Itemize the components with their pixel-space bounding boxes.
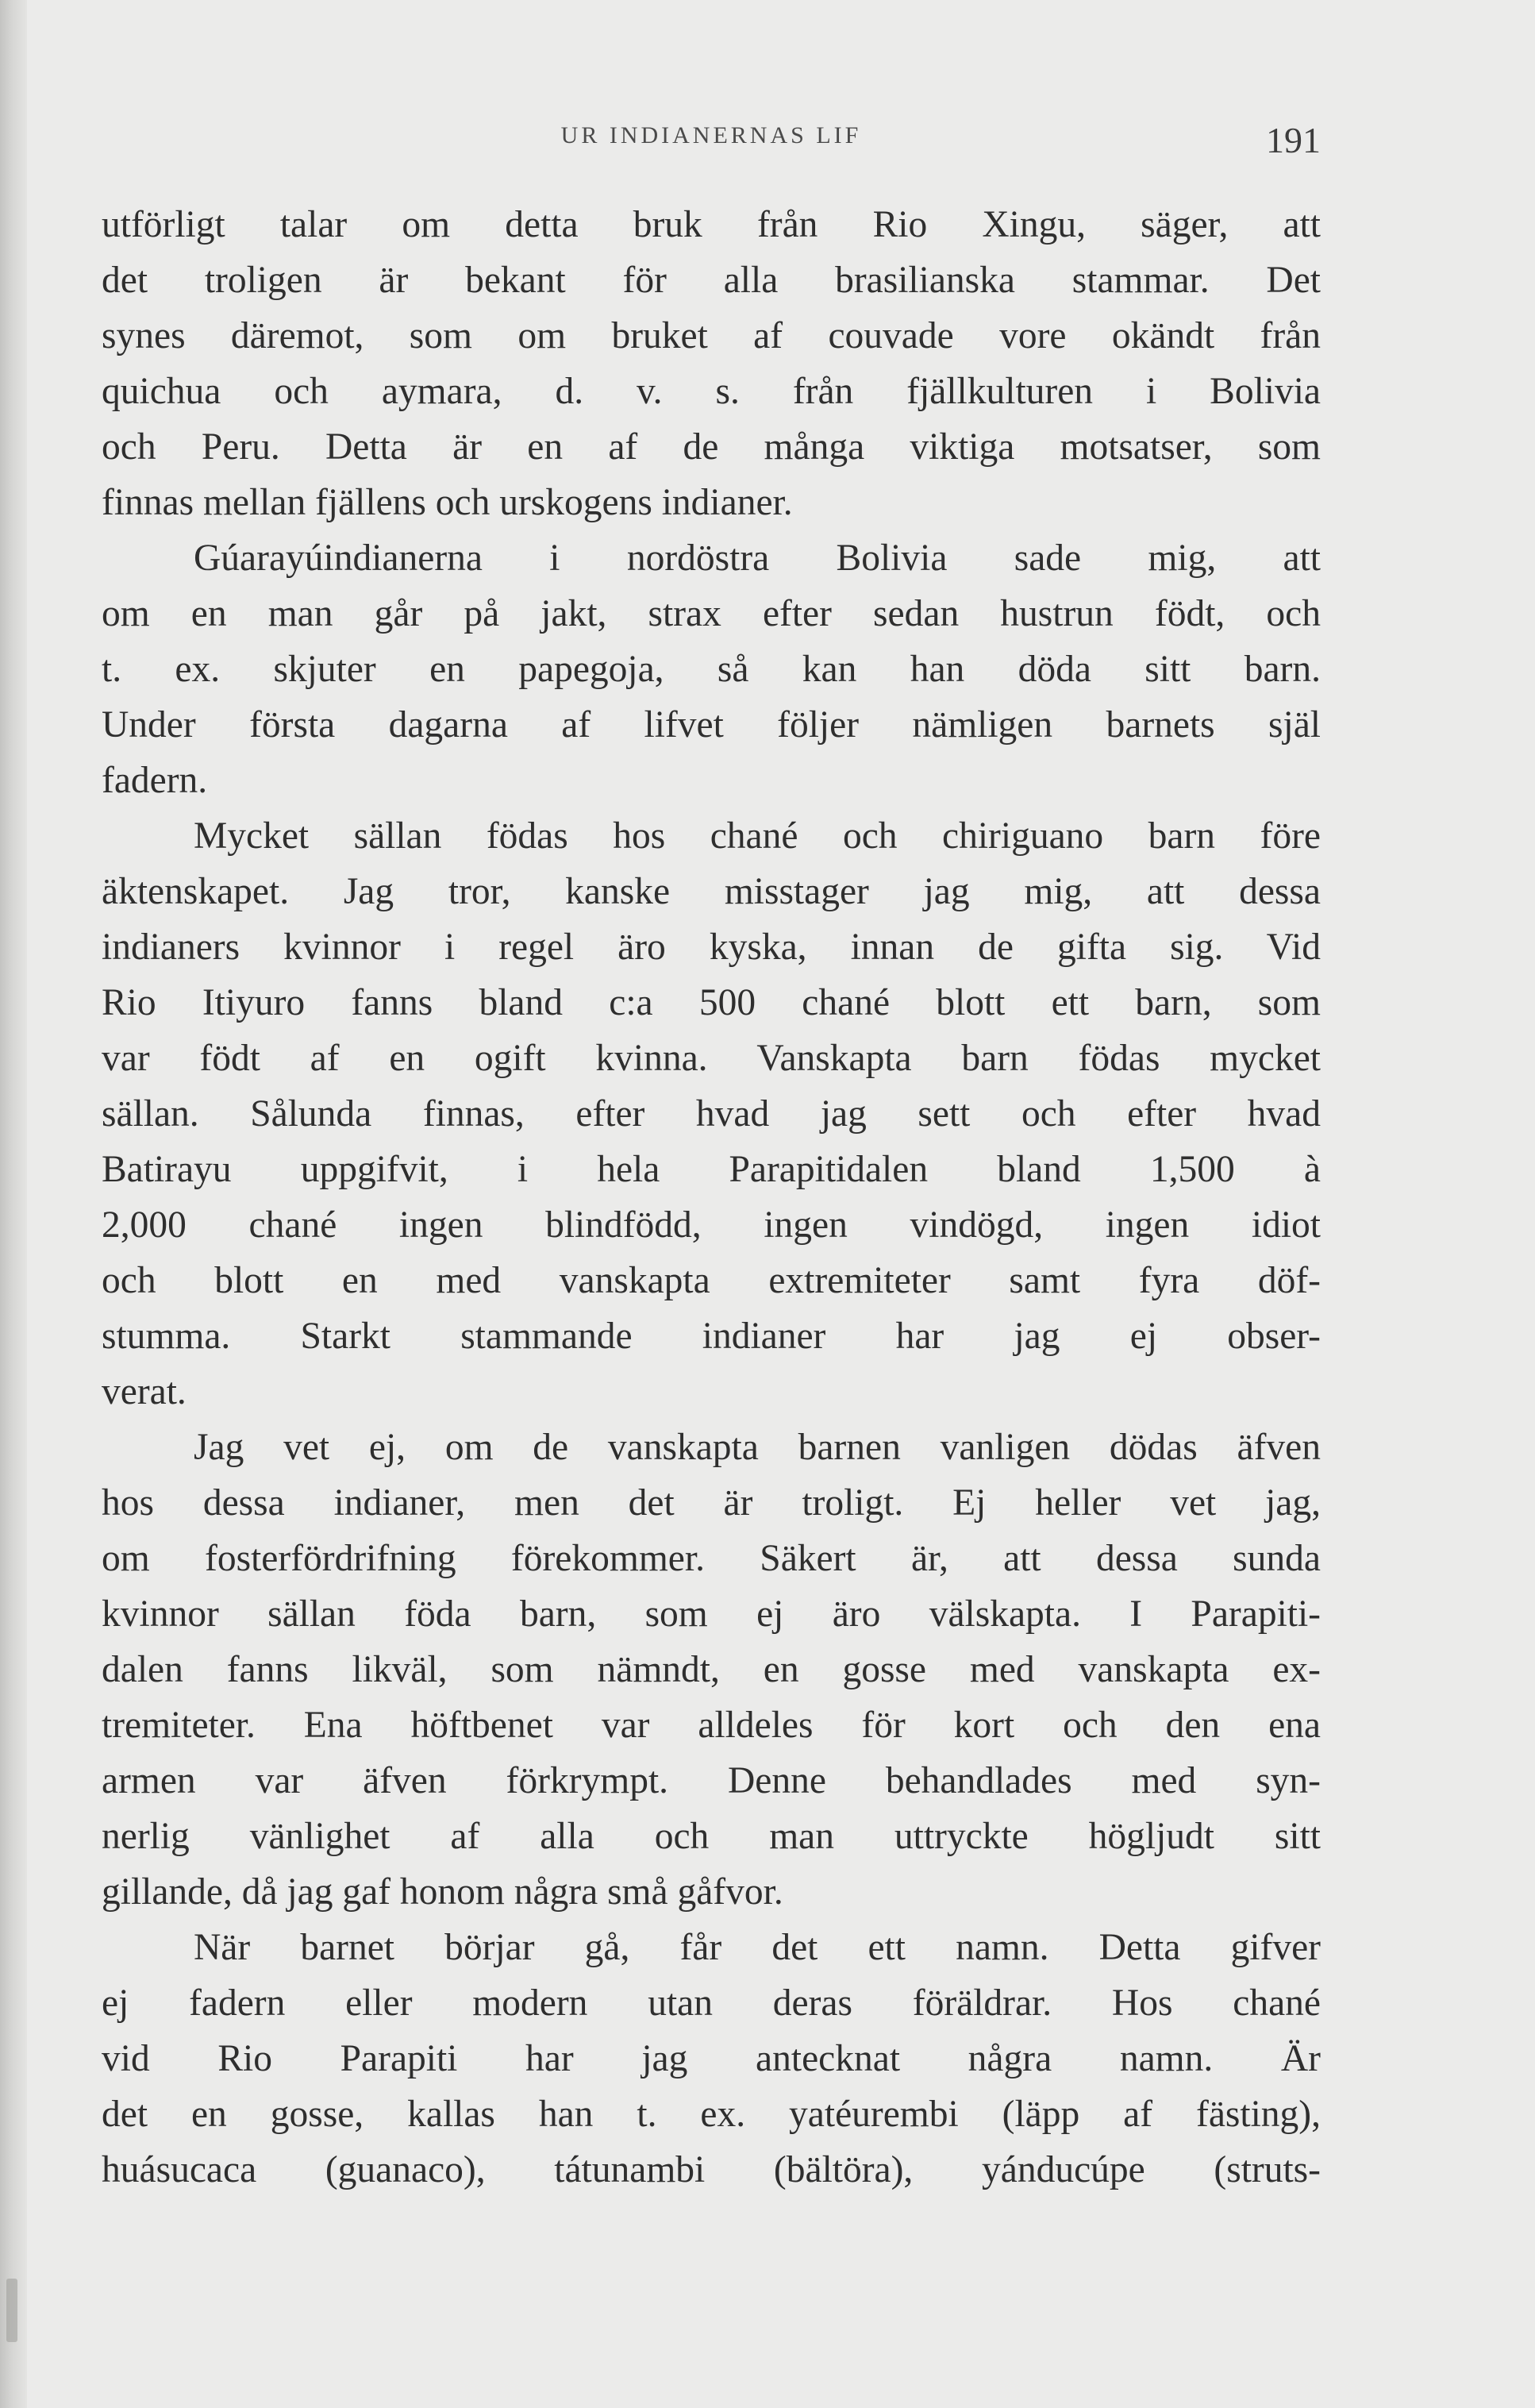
running-title: UR INDIANERNAS LIF (560, 122, 862, 148)
text-line: om fosterfördrifning förekommer. Säkert är, att dessa sunda (102, 1538, 1321, 1579)
text-line: quichua och aymara, d. v. s. från fjällkulturen i Bolivia (102, 371, 1321, 412)
text-line: det troligen är bekant för alla brasilianska stammar. Det (102, 260, 1321, 301)
text-line: huásucaca (guanaco), tátunambi (bältöra), yánducúpe (struts- (102, 2149, 1321, 2190)
text-line: nerlig vänlighet af alla och man uttryckte högljudt sitt (102, 1816, 1321, 1857)
text-line: var födt af en ogift kvinna. Vanskapta barn födas mycket (102, 1038, 1321, 1079)
text-line: hos dessa indianer, men det är troligt. Ej heller vet jag, (102, 1482, 1321, 1524)
text-line: t. ex. skjuter en papegoja, så kan han döda sitt barn. (102, 649, 1321, 690)
text-line: dalen fanns likväl, som nämndt, en gosse med vanskapta ex- (102, 1649, 1321, 1690)
text-line: Under första dagarna af lifvet följer nämligen barnets själ (102, 704, 1321, 746)
text-line: 2,000 chané ingen blindfödd, ingen vindögd, ingen idiot (102, 1204, 1321, 1246)
text-line: verat. (102, 1371, 187, 1412)
spine-stain (6, 2279, 17, 2342)
text-line: vid Rio Parapiti har jag antecknat några namn. Är (102, 2038, 1321, 2079)
running-head (102, 119, 1321, 159)
page-number: 191 (1266, 120, 1321, 160)
text-line: stumma. Starkt stammande indianer har jag ej obser- (102, 1316, 1321, 1357)
text-line: sällan. Sålunda finnas, efter hvad jag sett och efter hvad (102, 1093, 1321, 1135)
text-line: äktenskapet. Jag tror, kanske misstager jag mig, att dessa (102, 871, 1321, 912)
text-line: och Peru. Detta är en af de många viktiga motsatser, som (102, 426, 1321, 468)
text-line: synes däremot, som om bruket af couvade vore okändt från (102, 315, 1321, 356)
text-line: om en man går på jakt, strax efter sedan hustrun födt, och (102, 593, 1321, 634)
text-line: kvinnor sällan föda barn, som ej äro välskapta. I Parapiti- (102, 1593, 1321, 1635)
text-line: Gúarayúindianerna i nordöstra Bolivia sade mig, att (194, 537, 1321, 579)
text-body (102, 197, 1321, 2198)
text-line: finnas mellan fjällens och urskogens indianer. (102, 482, 793, 523)
text-line: Mycket sällan födas hos chané och chiriguano barn före (194, 815, 1321, 857)
text-line: det en gosse, kallas han t. ex. yatéurembi (läpp af fästing), (102, 2094, 1321, 2135)
text-line: tremiteter. Ena höftbenet var alldeles för kort och den ena (102, 1705, 1321, 1746)
page-edge (0, 0, 27, 2408)
text-line: indianers kvinnor i regel äro kyska, innan de gifta sig. Vid (102, 927, 1321, 968)
text-line: Jag vet ej, om de vanskapta barnen vanligen dödas äfven (194, 1427, 1321, 1468)
text-line: utförligt talar om detta bruk från Rio Xingu, säger, att (102, 204, 1321, 245)
text-line: När barnet börjar gå, får det ett namn. Detta gifver (194, 1927, 1321, 1968)
text-line: armen var äfven förkrympt. Denne behandlades med syn- (102, 1760, 1321, 1801)
text-line: Batirayu uppgifvit, i hela Parapitidalen bland 1,500 à (102, 1149, 1321, 1190)
text-line: ej fadern eller modern utan deras föräldrar. Hos chané (102, 1982, 1321, 2024)
text-line: och blott en med vanskapta extremiteter samt fyra döf- (102, 1260, 1321, 1301)
text-line: gillande, då jag gaf honom några små gåfvor. (102, 1871, 783, 1913)
text-line: fadern. (102, 760, 208, 801)
text-line: Rio Itiyuro fanns bland c:a 500 chané blott ett barn, som (102, 982, 1321, 1023)
